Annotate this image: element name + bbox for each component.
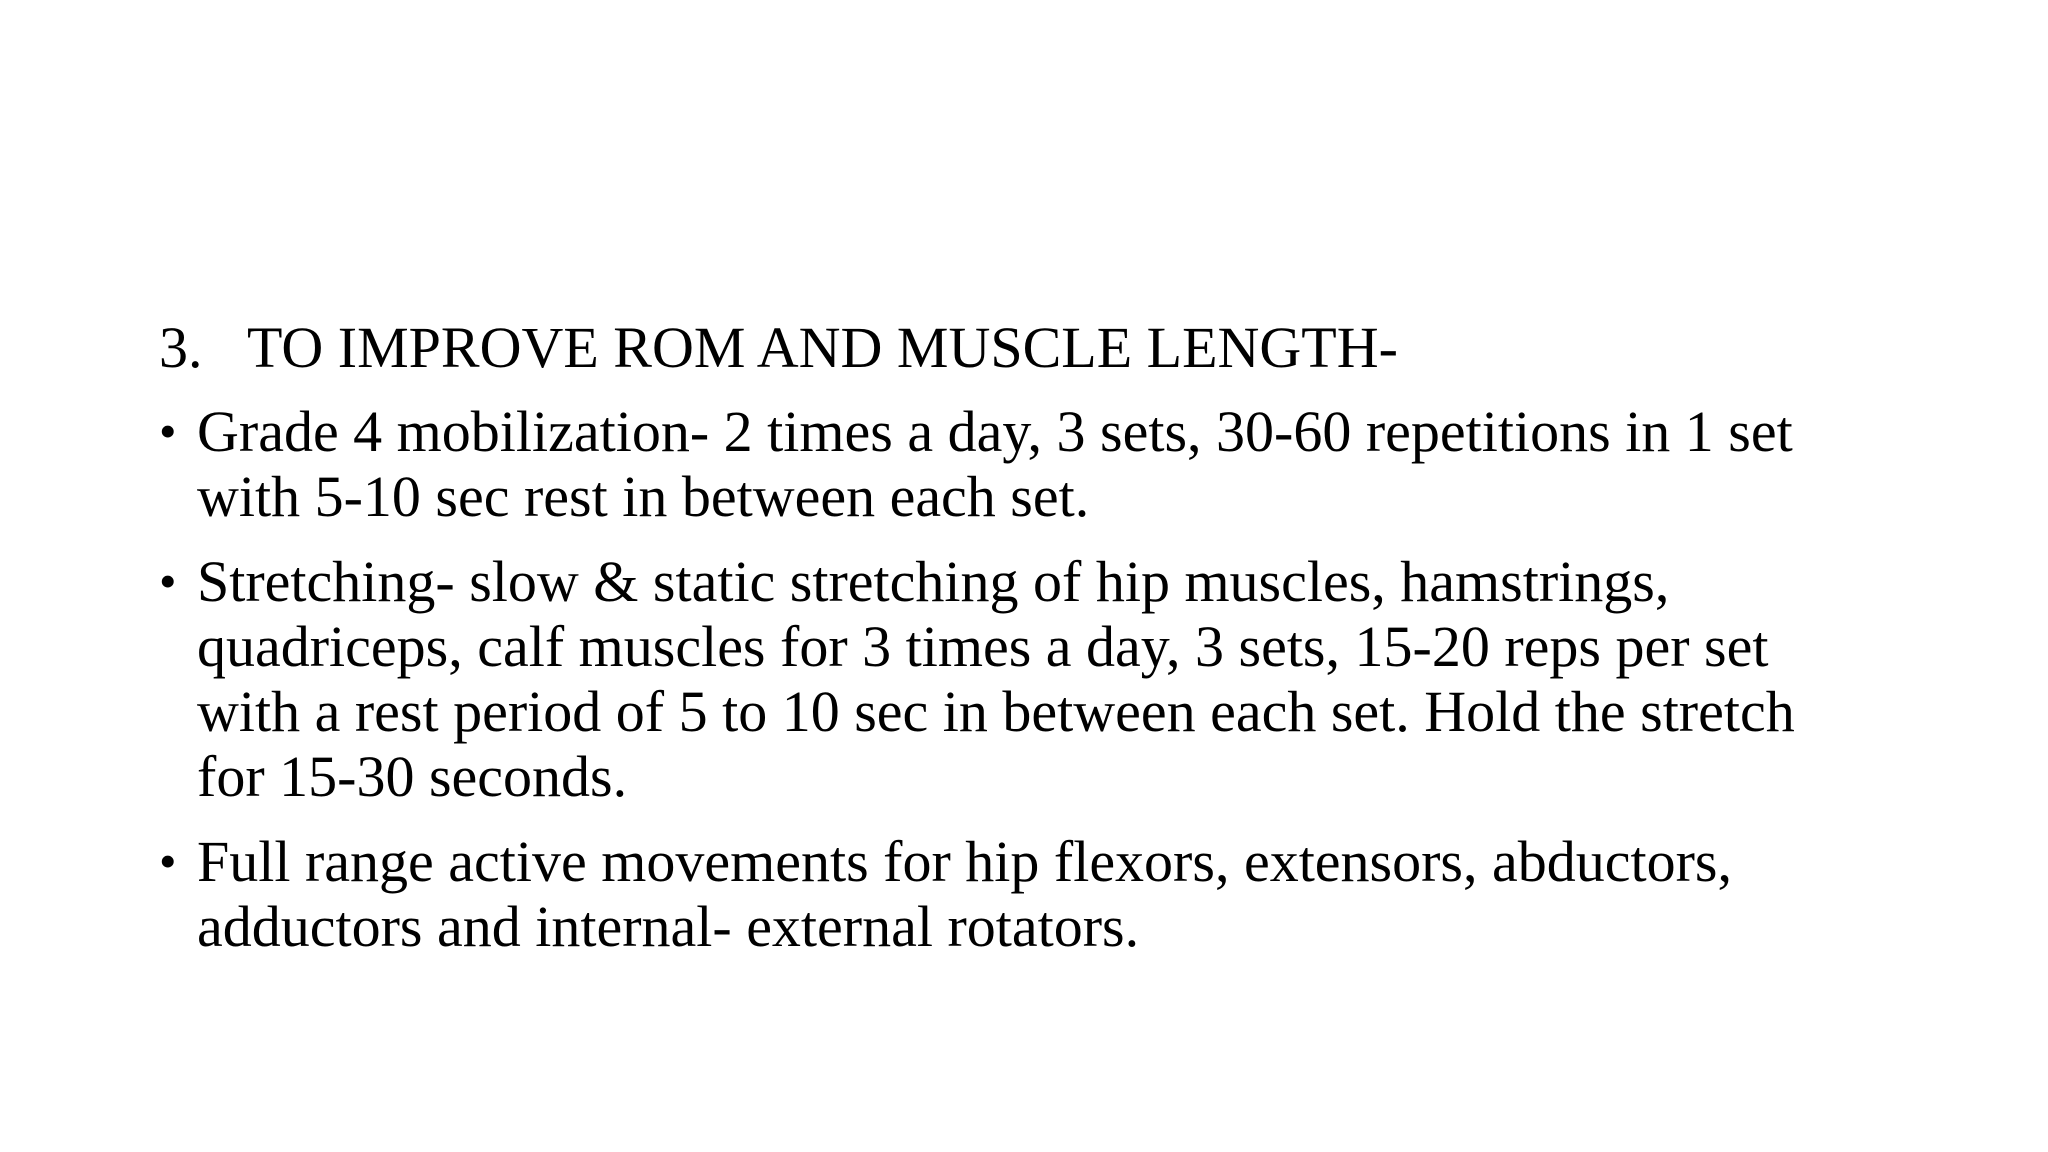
bullet-text-mobilization: Grade 4 mobilization- 2 times a day, 3 sets, 30-60 repetitions in 1 set with 5-10 sec rest in between each set. bbox=[197, 399, 1793, 529]
list-item bbox=[159, 829, 1919, 959]
bullet-icon: • bbox=[159, 553, 177, 609]
list-item bbox=[159, 399, 1919, 529]
bullet-list bbox=[159, 399, 1919, 959]
slide-content bbox=[159, 315, 1919, 979]
bullet-icon: • bbox=[159, 833, 177, 889]
heading-text: TO IMPROVE ROM AND MUSCLE LENGTH- bbox=[247, 315, 1398, 380]
section-heading bbox=[159, 315, 1919, 381]
heading-number: 3. bbox=[159, 315, 203, 380]
bullet-icon: • bbox=[159, 403, 177, 459]
bullet-text-active-movements: Full range active movements for hip flexors, extensors, abductors, adductors and internal- external rotators. bbox=[197, 829, 1732, 959]
list-item bbox=[159, 549, 1919, 809]
bullet-text-stretching: Stretching- slow & static stretching of hip muscles, hamstrings, quadriceps, calf muscles for 3 times a day, 3 sets, 15-20 reps per set with a rest period of 5 to 10 sec in between each set. Hold the stretch for 15-30 seconds. bbox=[197, 549, 1795, 809]
